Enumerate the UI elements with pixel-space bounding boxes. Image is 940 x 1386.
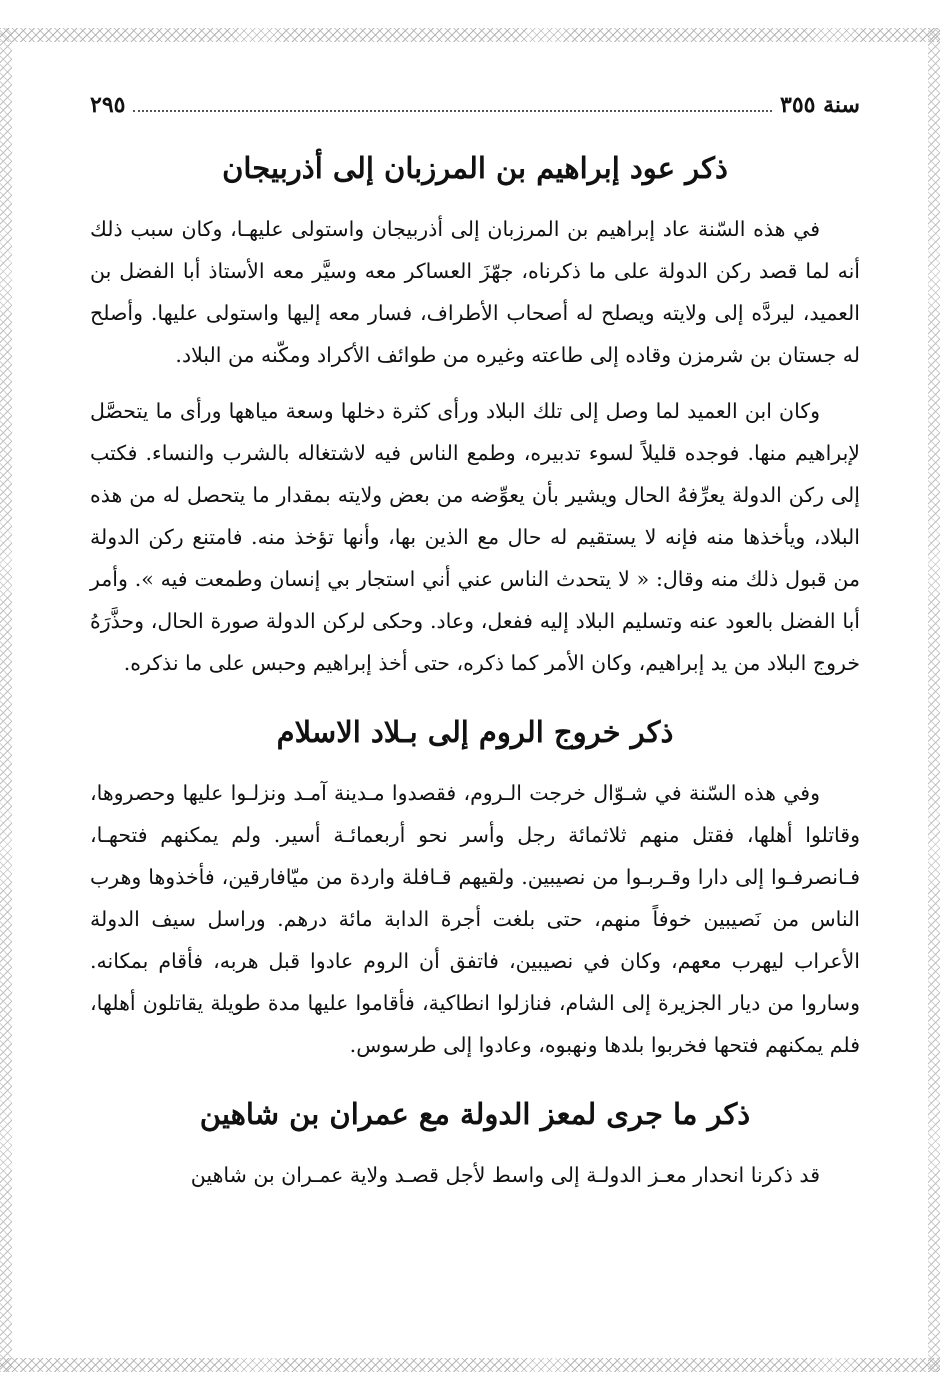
paragraph-byzantines-1: وفي هذه السّنة في شـوّال خرجت الـروم، فقصدوا مـدينة آمـد ونزلـوا عليها وحصروها، وقاتلوا أهلها، فقتل منهم ثلاثمائة رجل وأسر نحو أربعمائـة أسير. ولم يمكنهم فتحهـا، فـانصرفـوا إلى دارا وقـربـوا من نصيبين. ولقيهم قـافلة واردة من ميّافارقين، فأخذوها وهرب الناس من نَصيبين خوفاً منهم، حتى بلغت أجرة الدابة مائة درهم. وراسل سيف الدولة الأعراب ليهرب معهم، وكان في نصيبين، فاتفق أن الروم عادوا قبل هربه، فأقام بمكانه. وساروا من ديار الجزيرة إلى الشام، فنازلوا انطاكية، فأقاموا عليها مدة طويلة يقاتلون أهلها، فلم يمكنهم فتحها فخربوا بلدها ونهبوه، وعادوا إلى طرسوس. bbox=[90, 781, 860, 1057]
ornamental-border-bottom bbox=[0, 1358, 940, 1372]
section-title-byzantines-raid: ذكر خروج الروم إلى بـلاد الاسلام bbox=[276, 715, 674, 749]
book-page bbox=[90, 92, 860, 1196]
section-title-muizz-imran: ذكر ما جرى لمعز الدولة مع عمران بن شاهين bbox=[199, 1097, 751, 1131]
section-title-ibrahim-azerbaijan: ذكر عود إبراهيم بن المرزبان إلى أذربيجان bbox=[222, 151, 728, 185]
ornamental-border-right bbox=[928, 28, 940, 1372]
paragraph-muizz-1: قد ذكرنا انحدار معـز الدولـة إلى واسط لأجل قصـد ولاية عمـران بن شاهين bbox=[190, 1163, 820, 1187]
paragraph-ibrahim-2: وكان ابن العميد لما وصل إلى تلك البلاد ورأى كثرة دخلها وسعة مياهها ورأى ما يتحصَّل لإبراهيم منها. فوجده قليلاً لسوء تدبيره، وطمع الناس فيه لاشتغاله بالشرب والنساء. فكتب إلى ركن الدولة يعرِّفهُ الحال ويشير بأن يعوِّضه من بعض ولايته بمقدار ما يتحصل له من هذه البلاد، ويأخذها منه فإنه لا يستقيم له حال مع الذين بها، وأنها تؤخذ منه. فامتنع ركن الدولة من قبول ذلك منه وقال: « لا يتحدث الناس عني أني استجار بي إنسان وطمعت فيه ». وأمر أبا الفضل بالعود عنه وتسليم البلاد إليه ففعل، وعاد. وحكى لركن الدولة صورة الحال، وحذَّرَهُ خروج البلاد من يد إبراهيم، وكان الأمر كما ذكره، حتى أخذ إبراهيم وحبس على ما نذكره. bbox=[90, 399, 860, 675]
page-number: ٢٩٥ bbox=[90, 92, 126, 118]
ornamental-border-top bbox=[0, 28, 940, 42]
running-header-year: سنة ٣٥٥ bbox=[780, 92, 860, 118]
running-header bbox=[90, 92, 860, 132]
paragraph-ibrahim-1: في هذه السّنة عاد إبراهيم بن المرزبان إلى أذربيجان واستولى عليهـا، وكان سبب ذلك أنه لما قصد ركن الدولة على ما ذكرناه، جهّزَ العساكر معه وسيَّر معه الأستاذ أبا الفضل بن العميد، ليردَّه إلى ولايته ويصلح له أصحاب الأطراف، فسار معه إليها واستولى عليها. وأصلح له جستان بن شرمزن وقاده إلى طاعته وغيره من طوائف الأكراد ومكّنه من البلاد. bbox=[90, 217, 860, 367]
header-dotted-leader bbox=[133, 109, 772, 112]
ornamental-border-left bbox=[0, 28, 12, 1372]
